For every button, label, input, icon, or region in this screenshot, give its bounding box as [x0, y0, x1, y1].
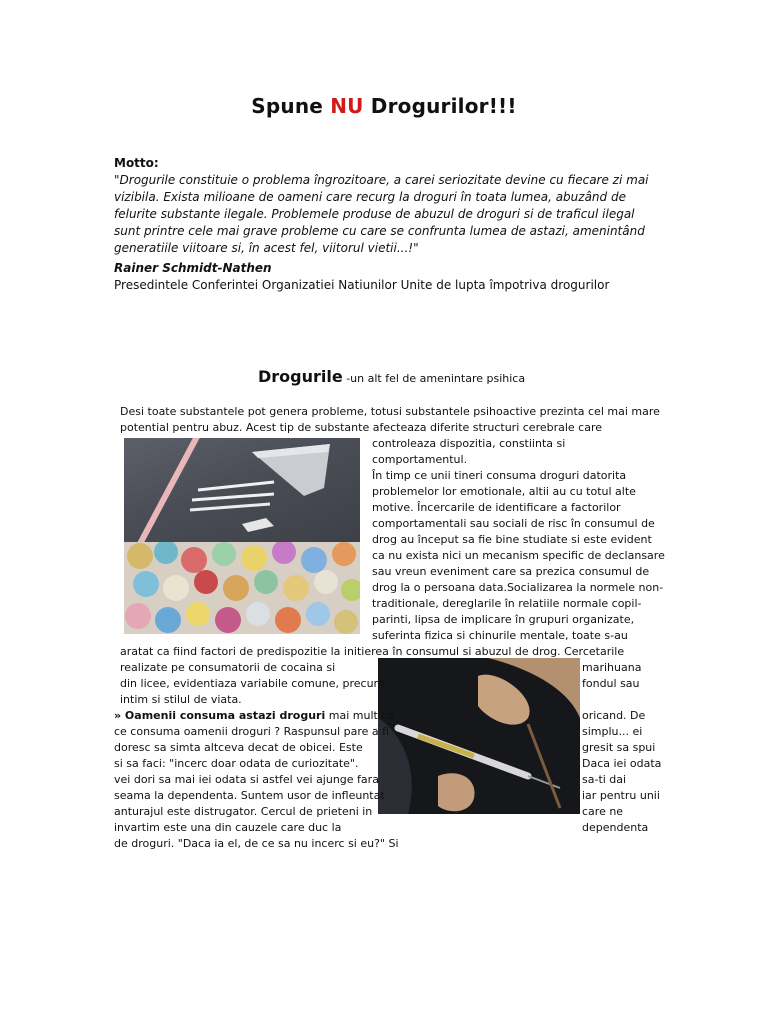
body-line: care ne	[582, 805, 624, 818]
body-line: ce consuma oamenii droguri ? Raspunsul pare a fi	[114, 725, 390, 738]
body-line: traditionale, dereglarile în relatiile normale copil-	[372, 597, 642, 610]
highlight-phrase: » Oamenii consuma astazi droguri	[114, 709, 326, 722]
razor-blade-illustration	[124, 438, 360, 542]
body-line: oricand. De	[582, 709, 646, 722]
body-line: seama la dependenta. Suntem usor de infleuntat	[114, 789, 385, 802]
body-line: din licee, evidentiaza variabile comune, precum	[120, 677, 385, 690]
page-title	[0, 94, 768, 118]
syringe-photo	[378, 658, 580, 814]
title-pre: Spune	[251, 94, 331, 118]
body-line: intim si stilul de viata.	[120, 693, 242, 706]
syringe-illustration	[378, 658, 580, 814]
body-line: drog la o persoana data.Socializarea la normele non-	[372, 581, 664, 594]
body-line: fondul sau	[582, 677, 640, 690]
body-line: dependenta	[582, 821, 649, 834]
body-line: În timp ce unii tineri consuma droguri datorita	[372, 469, 627, 482]
body-line: suferinta fizica si chinurile mentale, toate s-au	[372, 629, 628, 642]
body-line: parinti, lipsa de implicare în grupuri organizate,	[372, 613, 635, 626]
motto-author: Rainer Schmidt-Nathen	[114, 261, 272, 275]
pills-photo	[124, 542, 360, 634]
body-line: gresit sa spui	[582, 741, 656, 754]
title-nu: NU	[330, 94, 364, 118]
section-heading	[258, 367, 525, 386]
title-post: Drogurilor!!!	[363, 94, 517, 118]
body-line: marihuana	[582, 661, 642, 674]
body-line: Daca iei odata	[582, 757, 662, 770]
body-line: doresc sa simta altceva decat de obicei. Este	[114, 741, 363, 754]
drug-lines-photo	[124, 438, 360, 542]
body-line: comportamentali sau sociali de risc în consumul de	[372, 517, 655, 530]
body-line: si sa faci: "incerc doar odata de curiozitate".	[114, 757, 359, 770]
body-line	[114, 708, 394, 724]
body-line: anturajul este distrugator. Cercul de prieteni in	[114, 805, 373, 818]
motto-label: Motto:	[114, 156, 159, 170]
body-line: sa-ti dai	[582, 773, 627, 786]
body-line: comportamentul.	[372, 453, 468, 466]
body-line: potential pentru abuz. Acest tip de substante afecteaza diferite structuri cerebrale care	[120, 421, 603, 434]
section-subtitle: -un alt fel de amenintare psihica	[342, 372, 526, 385]
body-line: drog au început sa fie bine studiate si este evident	[372, 533, 652, 546]
pills-illustration	[124, 542, 360, 634]
body-line: motive. Încercarile de identificare a factorilor	[372, 501, 621, 514]
motto-author-role: Presedintele Conferintei Organizatiei Natiunilor Unite de lupta împotriva drogurilor	[114, 278, 610, 292]
body-line: de droguri. "Daca ia el, de ce sa nu incerc si eu?" Si	[114, 837, 399, 850]
body-line: iar pentru unii	[582, 789, 660, 802]
body-line: aratat ca fiind factori de predispozitie la initierea în consumul si abuzul de drog. Cercetarile	[120, 645, 625, 658]
section-title: Drogurile	[258, 367, 343, 386]
body-line: realizate pe consumatorii de cocaina si	[120, 661, 336, 674]
body-line: problemelor lor emotionale, altii au cu totul alte	[372, 485, 636, 498]
body-line: ca nu exista nici un mecanism specific de declansare	[372, 549, 665, 562]
body-line: vei dori sa mai iei odata si astfel vei ajunge fara	[114, 773, 379, 786]
body-line: Desi toate substantele pot genera probleme, totusi substantele psihoactive prezinta cel mai mare	[120, 405, 660, 418]
body-line: sau vreun eveniment care sa prezica consumul de	[372, 565, 650, 578]
body-line: simplu... ei	[582, 725, 643, 738]
body-line: controleaza dispozitia, constiinta si	[372, 437, 566, 450]
body-line-rest: mai mult ca	[325, 709, 395, 722]
body-line: invartim este una din cauzele care duc la	[114, 821, 342, 834]
motto-quote: "Drogurile constituie o problema îngrozitoare, a carei seriozitate devine cu fiecare zi mai vizibila. Exista milioane de oameni care recurg la droguri în toata lumea, abuzând de felurite substante ilegale. Problemele produse de abuzul de droguri si de traficul ilegal sunt printre cele mai grave probleme cu care se confrunta lumea de astazi, amenintând generatiile viitoare si, în acest fel, viitorul vietii...!"	[114, 173, 649, 255]
